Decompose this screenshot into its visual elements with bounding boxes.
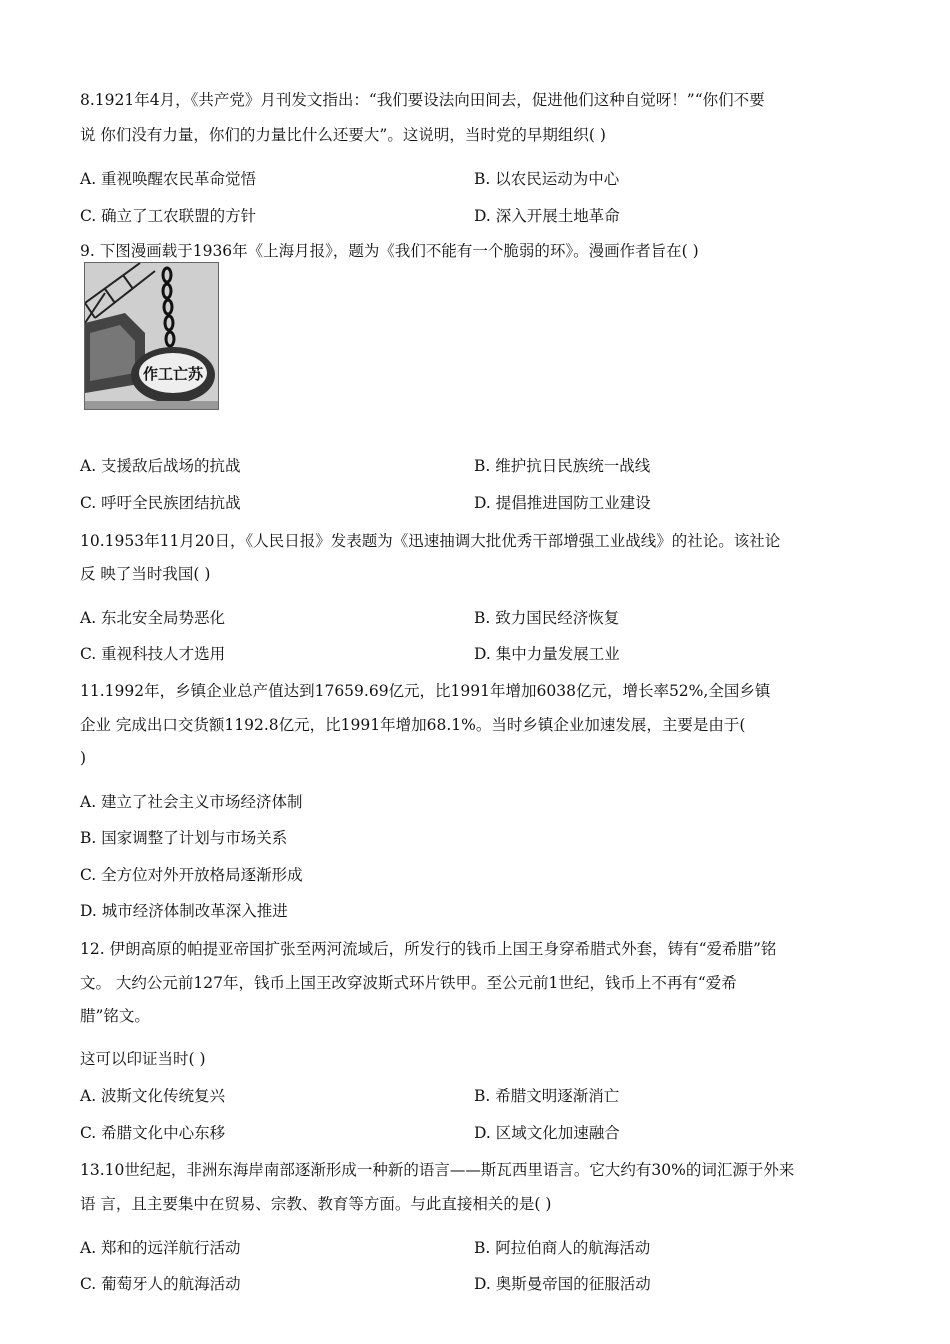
q8-option-b[interactable]: B. 以农民运动为中心 [474,170,620,188]
q9-option-a[interactable]: A. 支援敌后战场的抗战 [80,457,241,475]
q8-option-a[interactable]: A. 重视唤醒农民革命觉悟 [80,170,257,188]
q13-option-a[interactable]: A. 郑和的远洋航行活动 [80,1239,241,1257]
q10-option-d[interactable]: D. 集中力量发展工业 [474,645,620,663]
q9-stem-line-1: 9. 下图漫画载于1936年《上海月报》，题为《我们不能有一个脆弱的环》。漫画作者旨在( ) [80,242,699,260]
q11-stem-line-3: ) [80,749,87,767]
q11-option-a[interactable]: A. 建立了社会主义市场经济体制 [80,793,303,811]
q13-option-b[interactable]: B. 阿拉伯商人的航海活动 [474,1239,651,1257]
q9-option-d[interactable]: D. 提倡推进国防工业建设 [474,494,651,512]
q8-option-d[interactable]: D. 深入开展土地革命 [474,207,620,225]
q8-stem-line-2: 说 你们没有力量，你们的力量比什么还要大”。这说明，当时党的早期组织( ) [80,126,606,144]
q12-option-c[interactable]: C. 希腊文化中心东移 [80,1124,226,1142]
q9-cartoon-image [84,262,219,410]
cartoon-drawing [85,263,218,409]
q13-stem-line-2: 语 言，且主要集中在贸易、宗教、教育等方面。与此直接相关的是( ) [80,1195,552,1213]
q10-stem-line-2: 反 映了当时我国( ) [80,565,211,583]
q12-option-d[interactable]: D. 区域文化加速融合 [474,1124,620,1142]
q11-option-d[interactable]: D. 城市经济体制改革深入推进 [80,902,288,920]
q9-option-c[interactable]: C. 呼吁全民族团结抗战 [80,494,241,512]
q13-option-d[interactable]: D. 奥斯曼帝国的征服活动 [474,1275,651,1293]
q10-option-b[interactable]: B. 致力国民经济恢复 [474,609,620,627]
q10-option-c[interactable]: C. 重视科技人才选用 [80,645,226,663]
q12-stem-line-4: 这可以印证当时( ) [80,1050,206,1068]
q11-option-c[interactable]: C. 全方位对外开放格局逐渐形成 [80,866,303,884]
q9-option-b[interactable]: B. 维护抗日民族统一战线 [474,457,651,475]
q12-stem-line-1: 12. 伊朗高原的帕提亚帝国扩张至两河流域后，所发行的钱币上国王身穿希腊式外套，铸有“爱希腊”铭 [80,940,777,958]
q12-stem-line-2: 文。 大约公元前127年，钱币上国王改穿波斯式环片铁甲。至公元前1世纪，钱币上不再有“爱希 [80,974,737,992]
q12-stem-line-3: 腊”铭文。 [80,1007,150,1025]
q8-option-c[interactable]: C. 确立了工农联盟的方针 [80,207,257,225]
q13-stem-line-1: 13.10世纪起，非洲东海岸南部逐渐形成一种新的语言——斯瓦西里语言。它大约有30%的词汇源于外来 [80,1161,795,1179]
cartoon-ball-label: 作工亡苏 [142,365,204,383]
q10-stem-line-1: 10.1953年11月20日，《人民日报》发表题为《迅速抽调大批优秀干部增强工业战线》的社论。该社论 [80,532,781,550]
q11-stem-line-1: 11.1992年，乡镇企业总产值达到17659.69亿元，比1991年增加6038亿元，增长率52%,全国乡镇 [80,682,771,700]
q13-option-c[interactable]: C. 葡萄牙人的航海活动 [80,1275,241,1293]
q12-option-a[interactable]: A. 波斯文化传统复兴 [80,1087,226,1105]
q10-option-a[interactable]: A. 东北安全局势恶化 [80,609,226,627]
q8-stem-line-1: 8.1921年4月，《共产党》月刊发文指出：“我们要设法向田间去，促进他们这种自觉呀！”“你们不要 [80,91,765,109]
q12-option-b[interactable]: B. 希腊文明逐渐消亡 [474,1087,620,1105]
q11-stem-line-2: 企业 完成出口交货额1192.8亿元，比1991年增加68.1%。当时乡镇企业加速发展，主要是由于( [80,716,746,734]
q11-option-b[interactable]: B. 国家调整了计划与市场关系 [80,829,288,847]
